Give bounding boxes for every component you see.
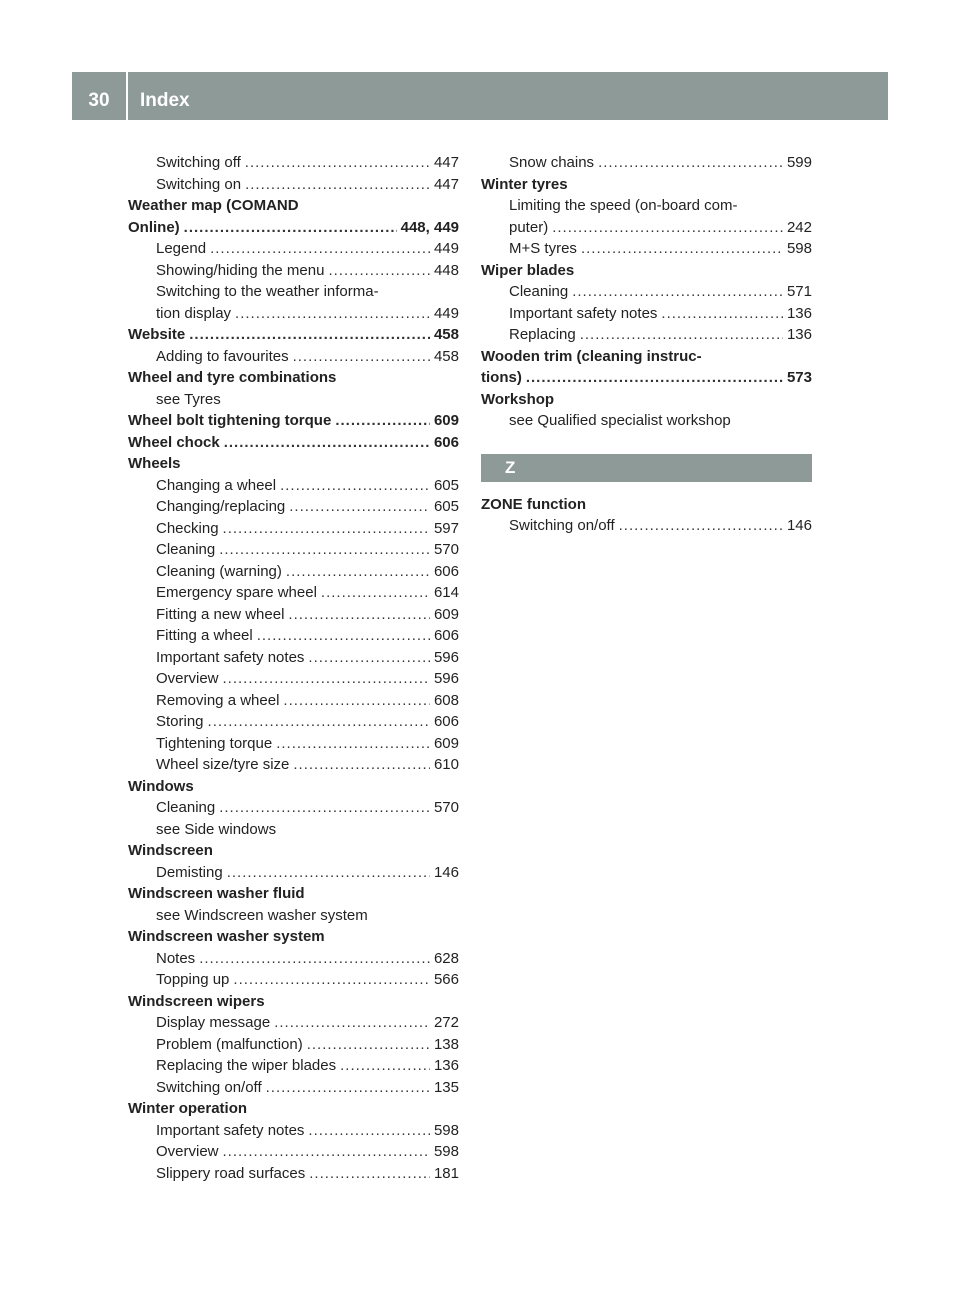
index-subentry xyxy=(481,238,812,260)
dot-leader xyxy=(280,475,430,497)
index-subentry xyxy=(128,948,459,970)
dot-leader xyxy=(293,754,430,776)
dot-leader xyxy=(199,948,430,970)
page-reference: 614 xyxy=(433,584,459,601)
index-column-left xyxy=(128,152,459,1184)
page-reference: 449 xyxy=(433,240,459,257)
index-heading xyxy=(481,174,812,196)
page-reference: 448 xyxy=(433,261,459,279)
dot-leader xyxy=(580,324,783,346)
page-reference: 609 xyxy=(433,734,459,752)
dot-leader xyxy=(328,260,430,282)
dot-leader xyxy=(321,582,430,604)
index-subentry xyxy=(481,410,812,432)
dot-leader xyxy=(526,367,783,389)
page-reference: 136 xyxy=(433,1057,459,1074)
index-heading xyxy=(128,453,459,475)
dot-leader xyxy=(619,515,783,537)
index-heading xyxy=(128,926,459,948)
entry-text: Windscreen washer fluid xyxy=(128,885,305,902)
page-number: 30 xyxy=(88,90,110,111)
dot-leader xyxy=(184,217,397,239)
entry-text: tions) xyxy=(481,369,522,386)
entry-text: Demisting xyxy=(156,863,223,881)
index-subentry xyxy=(128,711,459,733)
page-reference: 135 xyxy=(433,1078,459,1096)
entry-text: Changing/replacing xyxy=(156,498,286,515)
index-subentry xyxy=(481,152,812,174)
page-reference: 596 xyxy=(433,670,459,687)
page-reference: 242 xyxy=(786,218,812,236)
page-reference: 606 xyxy=(433,433,459,451)
dot-leader xyxy=(245,174,430,196)
entry-text: Replacing xyxy=(509,326,576,343)
dot-leader xyxy=(581,238,783,260)
dot-leader xyxy=(288,604,430,626)
index-heading xyxy=(128,991,459,1013)
index-subentry xyxy=(128,1077,459,1099)
entry-text: Overview xyxy=(156,670,219,687)
index-subentry xyxy=(128,969,459,991)
dot-leader xyxy=(189,324,430,346)
entry-text: Fitting a new wheel xyxy=(156,605,285,623)
entry-text: Slippery road surfaces xyxy=(156,1164,306,1182)
page-reference: 596 xyxy=(433,648,459,666)
page-reference: 181 xyxy=(433,1164,459,1182)
page-reference: 608 xyxy=(433,691,459,709)
dot-leader xyxy=(286,561,430,583)
index-subentry xyxy=(481,281,812,303)
index-subentry xyxy=(128,582,459,604)
dot-leader xyxy=(572,281,783,303)
entry-text: Emergency spare wheel xyxy=(156,584,317,601)
entry-text: Wheels xyxy=(128,455,181,472)
index-subentry xyxy=(128,1034,459,1056)
entry-text: Wheel and tyre combinations xyxy=(128,369,337,386)
entry-text: M+S tyres xyxy=(509,240,577,257)
page-reference: 458 xyxy=(433,347,459,365)
page-reference: 599 xyxy=(786,154,812,171)
entry-text: Switching on/off xyxy=(156,1078,262,1096)
page-reference: 272 xyxy=(433,1014,459,1031)
entry-text: Adding to favourites xyxy=(156,347,289,365)
dot-leader xyxy=(552,217,783,239)
entry-text: Checking xyxy=(156,519,219,537)
index-subentry xyxy=(128,152,459,174)
entry-text: Replacing the wiper blades xyxy=(156,1057,337,1074)
dot-leader xyxy=(293,346,430,368)
entry-text: Winter tyres xyxy=(481,175,568,193)
entry-text: tion display xyxy=(156,304,232,322)
index-subentry xyxy=(128,690,459,712)
entry-text: Fitting a wheel xyxy=(156,627,253,644)
page-reference: 447 xyxy=(433,175,459,193)
dot-leader xyxy=(233,969,430,991)
index-subentry xyxy=(481,303,812,325)
entry-text: Wooden trim (cleaning instruc- xyxy=(481,347,702,365)
dot-leader xyxy=(276,733,430,755)
dot-leader xyxy=(219,797,430,819)
entry-text: Storing xyxy=(156,713,204,730)
index-subentry xyxy=(128,754,459,776)
dot-leader xyxy=(257,625,430,647)
entry-text: Switching on/off xyxy=(509,517,615,534)
dot-leader xyxy=(223,668,430,690)
index-subentry xyxy=(128,1120,459,1142)
index-subentry xyxy=(128,496,459,518)
dot-leader xyxy=(307,1034,430,1056)
index-subentry xyxy=(481,515,812,537)
dot-leader xyxy=(266,1077,430,1099)
entry-text: Windscreen washer system xyxy=(128,928,325,945)
dot-leader xyxy=(223,1141,430,1163)
page-reference: 566 xyxy=(433,971,459,988)
index-heading xyxy=(128,217,459,239)
dot-leader xyxy=(289,496,430,518)
dot-leader xyxy=(283,690,430,712)
dot-leader xyxy=(274,1012,430,1034)
page-reference: 136 xyxy=(786,326,812,343)
entry-text: Weather map (COMAND xyxy=(128,197,299,214)
dot-leader xyxy=(598,152,783,174)
entry-text: Online) xyxy=(128,218,180,236)
page-reference: 605 xyxy=(433,498,459,515)
index-heading xyxy=(481,389,812,411)
entry-text: Display message xyxy=(156,1014,271,1031)
index-subentry xyxy=(128,260,459,282)
entry-text: Problem (malfunction) xyxy=(156,1035,303,1053)
page-reference: 449 xyxy=(433,304,459,322)
index-heading xyxy=(128,367,459,389)
index-subentry xyxy=(128,797,459,819)
entry-text: Overview xyxy=(156,1143,219,1160)
entry-text: Showing/hiding the menu xyxy=(156,261,325,279)
index-heading xyxy=(128,840,459,862)
entry-text: Important safety notes xyxy=(509,304,658,322)
dot-leader xyxy=(335,410,430,432)
dot-leader xyxy=(245,152,430,174)
index-subentry xyxy=(128,303,459,325)
page-reference: 597 xyxy=(433,519,459,537)
dot-leader xyxy=(309,1163,430,1185)
page-reference: 606 xyxy=(433,627,459,644)
entry-text: puter) xyxy=(509,218,549,236)
page-reference: 605 xyxy=(433,476,459,494)
dot-leader xyxy=(661,303,783,325)
entry-text: Switching off xyxy=(156,154,241,171)
index-heading xyxy=(481,494,812,516)
index-subentry xyxy=(128,174,459,196)
index-subentry xyxy=(128,733,459,755)
index-subentry xyxy=(128,281,459,303)
entry-text: Limiting the speed (on-board com- xyxy=(509,197,738,214)
entry-text: Important safety notes xyxy=(156,648,305,666)
entry-text: Legend xyxy=(156,240,207,257)
entry-text: Workshop xyxy=(481,390,555,408)
page-reference: 609 xyxy=(433,412,459,429)
index-heading xyxy=(128,432,459,454)
entry-text: Cleaning xyxy=(156,799,216,816)
index-heading xyxy=(481,346,812,368)
index-subentry xyxy=(128,346,459,368)
index-subentry xyxy=(128,647,459,669)
index-subentry xyxy=(128,862,459,884)
index-heading xyxy=(481,367,812,389)
page-reference: 146 xyxy=(433,863,459,881)
entry-text: Notes xyxy=(156,949,196,967)
dot-leader xyxy=(219,539,430,561)
dot-leader xyxy=(308,1120,430,1142)
index-subentry xyxy=(481,324,812,346)
entry-text: Windscreen xyxy=(128,842,213,859)
page-reference: 598 xyxy=(433,1121,459,1139)
index-heading xyxy=(481,260,812,282)
entry-text: Wheel chock xyxy=(128,433,220,451)
index-subentry xyxy=(128,389,459,411)
index-subentry xyxy=(128,819,459,841)
index-subentry xyxy=(128,1141,459,1163)
index-subentry xyxy=(481,217,812,239)
page-reference: 447 xyxy=(433,154,459,171)
index-subentry xyxy=(128,668,459,690)
entry-text: Wiper blades xyxy=(481,261,575,279)
entry-text: Topping up xyxy=(156,971,230,988)
page-reference: 570 xyxy=(433,799,459,816)
entry-text: ZONE function xyxy=(481,495,586,513)
dot-leader xyxy=(210,238,430,260)
index-subentry xyxy=(128,561,459,583)
page-reference: 610 xyxy=(433,756,459,773)
entry-text: Cleaning xyxy=(509,283,569,300)
index-subentry xyxy=(128,905,459,927)
page-reference: 138 xyxy=(433,1035,459,1053)
dot-leader xyxy=(340,1055,430,1077)
entry-text: Cleaning (warning) xyxy=(156,562,282,580)
entry-text: see Side windows xyxy=(156,820,277,838)
entry-text: Changing a wheel xyxy=(156,476,277,494)
page-reference: 598 xyxy=(786,240,812,257)
index-subentry xyxy=(128,539,459,561)
index-subentry xyxy=(128,1012,459,1034)
page-reference: 571 xyxy=(786,283,812,300)
dot-leader xyxy=(223,518,430,540)
index-subentry xyxy=(128,475,459,497)
entry-text: Wheel bolt tightening torque xyxy=(128,412,332,429)
dot-leader xyxy=(227,862,430,884)
page-reference: 606 xyxy=(433,562,459,580)
page-header xyxy=(72,72,888,120)
page-reference: 598 xyxy=(433,1143,459,1160)
index-heading xyxy=(128,776,459,798)
entry-text: Snow chains xyxy=(509,154,595,171)
index-subentry xyxy=(128,238,459,260)
page-reference: 146 xyxy=(786,517,812,534)
entry-text: Wheel size/tyre size xyxy=(156,756,290,773)
index-subentry xyxy=(128,604,459,626)
page-reference: 458 xyxy=(433,326,459,343)
entry-text: Switching to the weather informa- xyxy=(156,283,379,300)
page-reference: 606 xyxy=(433,713,459,730)
index-subentry xyxy=(481,195,812,217)
page-reference: 570 xyxy=(433,541,459,558)
entry-text: see Qualified specialist workshop xyxy=(509,412,731,429)
index-column-right xyxy=(481,152,812,537)
page-reference: 573 xyxy=(786,369,812,386)
index-subentry xyxy=(128,625,459,647)
entry-text: Switching on xyxy=(156,175,242,193)
entry-text: Windows xyxy=(128,777,194,795)
index-heading xyxy=(128,195,459,217)
dot-leader xyxy=(235,303,430,325)
page-reference: 609 xyxy=(433,605,459,623)
entry-text: Winter operation xyxy=(128,1100,248,1117)
index-heading xyxy=(128,883,459,905)
entry-text: Website xyxy=(128,326,186,343)
index-list-w xyxy=(481,152,812,432)
dot-leader xyxy=(224,432,430,454)
entry-text: see Tyres xyxy=(156,390,221,408)
entry-text: Cleaning xyxy=(156,541,216,558)
section-letter-z: Z xyxy=(481,454,812,482)
entry-text: Tightening torque xyxy=(156,734,273,752)
page-reference: 448, 449 xyxy=(400,218,459,236)
index-list-z xyxy=(481,494,812,537)
page-reference: 136 xyxy=(786,304,812,322)
entry-text: Removing a wheel xyxy=(156,691,280,709)
index-subentry xyxy=(128,1163,459,1185)
entry-text: Windscreen wipers xyxy=(128,992,265,1010)
page-reference: 628 xyxy=(433,949,459,967)
index-heading xyxy=(128,410,459,432)
dot-leader xyxy=(208,711,430,733)
index-heading xyxy=(128,1098,459,1120)
entry-text: see Windscreen washer system xyxy=(156,906,368,924)
page-title: Index xyxy=(140,90,190,111)
entry-text: Important safety notes xyxy=(156,1121,305,1139)
index-heading xyxy=(128,324,459,346)
index-subentry xyxy=(128,1055,459,1077)
dot-leader xyxy=(308,647,430,669)
index-subentry xyxy=(128,518,459,540)
